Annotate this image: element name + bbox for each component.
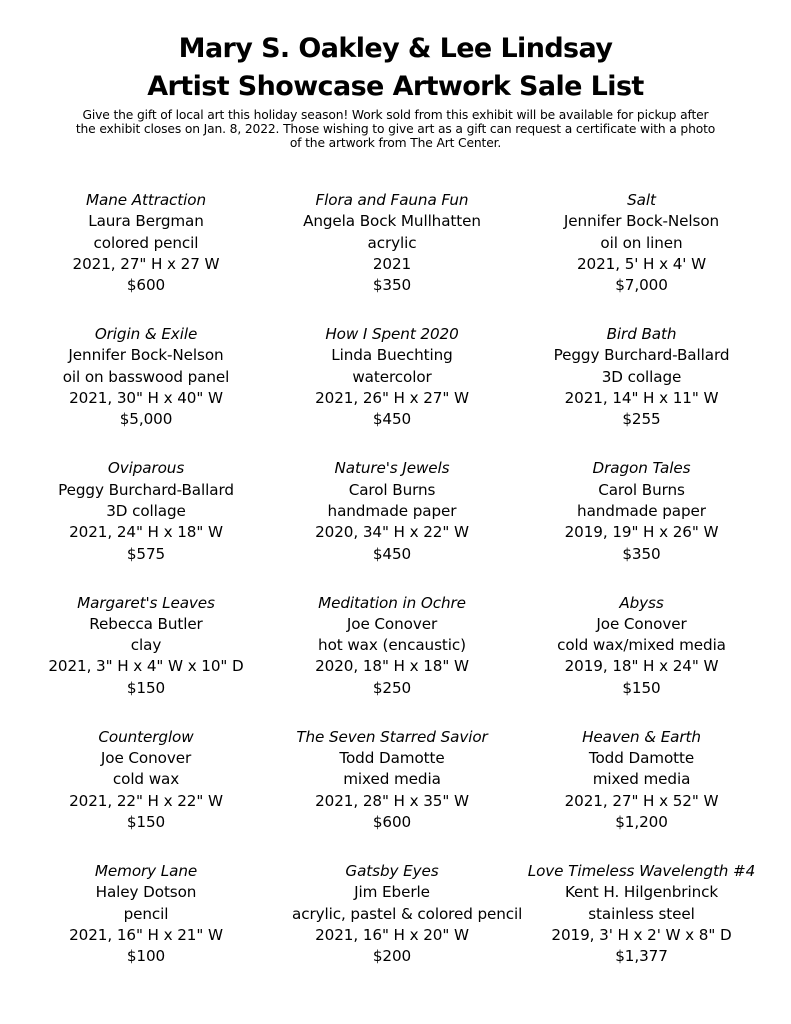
artwork-title: Gatsby Eyes — [345, 861, 439, 880]
artwork-title: Origin & Exile — [94, 325, 198, 344]
artwork-item — [492, 458, 791, 592]
artwork-artist: Joe Conover — [346, 614, 438, 633]
artwork-medium: mixed media — [592, 770, 691, 789]
artwork-medium: stainless steel — [588, 904, 695, 923]
artwork-price: $450 — [372, 544, 412, 563]
artwork-artist: Linda Buechting — [331, 346, 453, 365]
artwork-artist: Peggy Burchard-Ballard — [553, 346, 730, 365]
artwork-item — [0, 324, 292, 458]
artwork-details: 2021, 30" H x 40" W — [69, 389, 223, 408]
artwork-title: Memory Lane — [94, 861, 198, 880]
artwork-title: Love Timeless Wavelength #4 — [527, 861, 756, 880]
artwork-price: $255 — [622, 410, 661, 429]
artwork-title: Oviparous — [107, 459, 185, 478]
artwork-details: 2021, 27" H x 27 W — [72, 254, 220, 273]
artwork-price: $150 — [126, 812, 166, 831]
artwork-title: Heaven & Earth — [582, 727, 701, 746]
artwork-price: $1,200 — [615, 812, 668, 831]
artwork-item — [492, 324, 791, 458]
artwork-medium: 3D collage — [106, 501, 186, 520]
artwork-item — [292, 593, 492, 727]
artwork-medium: cold wax — [112, 770, 180, 789]
artwork-artist: Todd Damotte — [339, 749, 445, 768]
artwork-artist: Joe Conover — [596, 614, 687, 633]
title-line-2: Artist Showcase Artwork Sale List — [147, 71, 644, 102]
artwork-title: Mane Attraction — [85, 191, 206, 209]
artwork-medium: mixed media — [343, 770, 441, 789]
artwork-details: 2021, 3" H x 4" W x 10" D — [48, 657, 244, 676]
artwork-details: 2021 — [372, 254, 412, 273]
artwork-medium: watercolor — [352, 367, 432, 386]
artwork-artist: Carol Burns — [598, 480, 685, 499]
artwork-price: $7,000 — [615, 276, 668, 295]
artwork-artist: Angela Bock Mullhatten — [303, 212, 481, 231]
artwork-title: Bird Bath — [606, 325, 677, 344]
artwork-title: Meditation in Ochre — [318, 593, 466, 612]
artwork-medium: cold wax/mixed media — [557, 636, 726, 655]
artwork-details: 2021, 27" H x 52" W — [564, 791, 719, 810]
artwork-item — [292, 727, 492, 861]
artwork-price: $150 — [622, 678, 661, 697]
artwork-artist: Rebecca Butler — [89, 614, 203, 633]
artwork-details: 2021, 22" H x 22" W — [69, 791, 223, 810]
artwork-price: $450 — [372, 410, 412, 429]
artwork-artist: Joe Conover — [100, 749, 192, 768]
artwork-medium: oil on basswood panel — [62, 367, 230, 386]
artwork-item — [492, 727, 791, 861]
artwork-price: $575 — [126, 544, 166, 563]
artwork-price: $100 — [126, 947, 166, 966]
artwork-medium: hot wax (encaustic) — [318, 636, 466, 655]
artwork-medium: acrylic — [367, 233, 417, 252]
artwork-price: $600 — [126, 276, 166, 295]
artwork-title: Nature's Jewels — [334, 459, 450, 478]
artwork-price: $600 — [372, 812, 412, 831]
artwork-medium: colored pencil — [93, 233, 199, 252]
artwork-title: The Seven Starred Savior — [296, 727, 488, 746]
artwork-title: Dragon Tales — [592, 459, 691, 478]
artwork-details: 2021, 24" H x 18" W — [69, 523, 223, 542]
artwork-item — [292, 861, 523, 995]
artwork-medium: acrylic, pastel & colored pencil — [292, 904, 523, 923]
artwork-price: $1,377 — [615, 947, 668, 966]
artwork-price: $200 — [372, 947, 412, 966]
artwork-details: 2021, 16" H x 21" W — [69, 925, 223, 944]
artwork-item — [292, 324, 492, 458]
artwork-title: How I Spent 2020 — [325, 325, 459, 344]
artwork-artist: Jim Eberle — [354, 883, 430, 902]
artwork-artist: Laura Bergman — [88, 212, 204, 231]
artwork-medium: clay — [130, 636, 162, 655]
artwork-grid — [0, 190, 791, 995]
artwork-details: 2021, 5' H x 4' W — [576, 254, 707, 273]
artwork-item — [492, 190, 791, 324]
artwork-item — [492, 861, 791, 995]
artwork-item — [492, 593, 791, 727]
artwork-item — [0, 727, 292, 861]
artwork-details: 2021, 14" H x 11" W — [564, 389, 719, 408]
artwork-price: $350 — [372, 276, 412, 295]
artwork-details: 2021, 28" H x 35" W — [315, 791, 469, 810]
artwork-medium: handmade paper — [327, 501, 457, 520]
title-line-1: Mary S. Oakley & Lee Lindsay — [178, 33, 613, 64]
page-header — [0, 30, 791, 150]
artwork-title: Flora and Fauna Fun — [315, 191, 469, 209]
artwork-artist: Jennifer Bock-Nelson — [68, 346, 224, 365]
artwork-medium: 3D collage — [601, 367, 682, 386]
artwork-title: Salt — [627, 191, 656, 209]
artwork-item — [0, 593, 292, 727]
artwork-artist: Carol Burns — [348, 480, 436, 499]
artwork-medium: pencil — [123, 904, 169, 923]
artwork-price: $250 — [372, 678, 412, 697]
artwork-details: 2021, 16" H x 20" W — [315, 925, 469, 944]
artwork-details: 2019, 18" H x 24" W — [564, 657, 719, 676]
page-title — [0, 30, 791, 106]
artwork-item — [0, 458, 292, 592]
artwork-price: $5,000 — [119, 410, 173, 429]
artwork-title: Abyss — [619, 593, 664, 612]
artwork-price: $150 — [126, 678, 166, 697]
artwork-artist: Jennifer Bock-Nelson — [563, 212, 720, 231]
artwork-details: 2021, 26" H x 27" W — [315, 389, 469, 408]
artwork-item — [0, 190, 292, 324]
artwork-artist: Peggy Burchard-Ballard — [58, 480, 234, 499]
artwork-medium: handmade paper — [577, 501, 706, 520]
artwork-details: 2020, 34" H x 22" W — [315, 523, 469, 542]
artwork-artist: Todd Damotte — [588, 749, 695, 768]
artwork-artist: Kent H. Hilgenbrinck — [564, 883, 719, 902]
artwork-price: $350 — [622, 544, 661, 563]
artwork-details: 2019, 19" H x 26" W — [564, 523, 719, 542]
intro-paragraph: Give the gift of local art this holiday season! Work sold from this exhibit will be available for pickup after the exhibit closes on Jan. 8, 2022. Those wishing to give art as a gift can request a certificate with a photo of the artwork from The Art Center. — [75, 108, 716, 150]
artwork-details: 2020, 18" H x 18" W — [315, 657, 469, 676]
artwork-medium: oil on linen — [600, 233, 683, 252]
artwork-item — [292, 190, 492, 324]
artwork-details: 2019, 3' H x 2' W x 8" D — [551, 925, 732, 944]
artwork-item — [0, 861, 292, 995]
artwork-title: Counterglow — [98, 727, 194, 746]
artwork-artist: Haley Dotson — [95, 883, 197, 902]
artwork-title: Margaret's Leaves — [77, 593, 215, 612]
artwork-item — [292, 458, 492, 592]
